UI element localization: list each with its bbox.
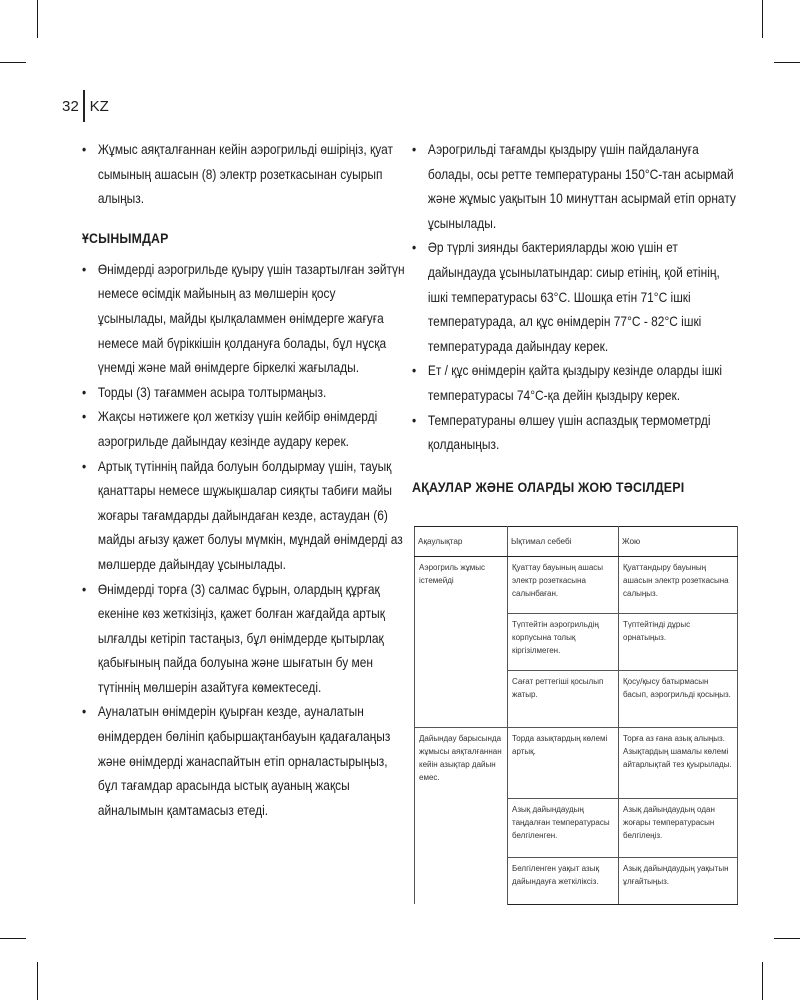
intro-list [82, 138, 392, 212]
fix-cell: Қосу/қысу батырмасын басып, аэрогрильді қосыңыз. [619, 670, 738, 727]
list-item: • Ет / құс өнімдерін қайта қыздыру кезінде оларды ішкі температурасы 74°С-қа дейін қыздыру керек. [412, 359, 736, 408]
list-item: • Өнімдерді аэрогрильде қуыру үшін тазартылған зәйтүн немесе өсімдік майының аз мөлшерін қосу ұсынылады, майды қылқаламмен өнімдерге жағуға немесе май бүріккішін қолдануға болады, бұл нұсқа үнемді және май өнімдерге біркелкі жағылады. [82, 258, 406, 381]
list-item: • Әр түрлі зиянды бактерияларды жою үшін ет дайындауда ұсынылатындар: сиыр етінің, қой етінің, ішкі температурасы 63°С. Шошқа етін 71°С ішкі температурада, ал құс өнімдерін 77°С - 82°С ішкі температурада дайындау керек. [412, 236, 736, 359]
troubleshooting-table [414, 526, 738, 905]
page-header [62, 90, 109, 122]
problem-cell: Аэрогриль жұмыс істемейді [415, 556, 508, 727]
column-header: Ақаулықтар [415, 526, 508, 556]
list-item: • Өнімдерді торға (3) салмас бұрын, олардың құрғақ екеніне көз жеткізіңіз, қажет болған жағдайда артық ылғалды кетіріп тастаңыз, бұл өнімдерде қытырлақ қабығының пайда болуына және шығатын бу мен түтіннің мөлшерін азайтуға көмектеседі. [82, 578, 406, 701]
recommendations-heading: ҰСЫНЫМДАР [82, 229, 169, 246]
crop-mark [0, 938, 26, 939]
recommendations-list [82, 258, 405, 824]
header-divider [83, 90, 85, 122]
right-column [412, 138, 736, 905]
fix-cell: Торға аз ғана азық алыңыз. Азықтардың шамалы көлемі айтарлықтай тез қуырылады. [619, 727, 738, 798]
cause-cell: Қуаттау бауының ашасы электр розеткасына салынбаған. [508, 556, 619, 613]
table-row [415, 556, 738, 613]
cause-cell: Азық дайындаудың таңдалған температурасы белгіленген. [508, 798, 619, 857]
list-item: • Торды (3) тағаммен асыра толтырмаңыз. [82, 381, 406, 406]
page-number: 32 [62, 97, 80, 115]
fix-cell: Азық дайындаудың уақытын ұлғайтыңыз. [619, 857, 738, 904]
tips-list [412, 138, 736, 458]
list-item: • Артық түтіннің пайда болуын болдырмау үшін, тауық қанаттары немесе шұжықшалар сияқты табиғи майы жоғары тағамдарды дайындаған кезде, астаудан (6) майды ағызу қажет болуы мүмкін, мұндай өнімдерді аз мөлшерде дайындау ұсынылады. [82, 455, 406, 578]
cause-cell: Түптейтін аэрогрильдің корпусына толық кіргізілмеген. [508, 613, 619, 670]
crop-mark [37, 0, 38, 38]
list-item: • Аэрогрильді тағамды қыздыру үшін пайдалануға болады, осы ретте температураны 150°С-тан асырмай және жұмыс уақытын 10 минуттан асырмай етіп орнату ұсынылады. [412, 138, 736, 236]
column-header: Жою [619, 526, 738, 556]
crop-mark [774, 62, 800, 63]
list-item: • Жақсы нәтижеге қол жеткізу үшін кейбір өнімдерді аэрогрильде дайындау кезінде аудару керек. [82, 405, 406, 454]
crop-mark [774, 938, 800, 939]
fix-cell: Қуаттандыру бауының ашасын электр розеткасына салыңыз. [619, 556, 738, 613]
language-code: KZ [89, 97, 109, 115]
column-header: Ықтимал себебі [508, 526, 619, 556]
list-item: • Жұмыс аяқталғаннан кейін аэрогрильді өшіріңіз, қуат сымының ашасын (8) электр розеткасынан суырып алыңыз. [82, 138, 406, 212]
crop-mark [762, 962, 763, 1000]
left-column [82, 138, 405, 823]
table-header-row [415, 526, 738, 556]
cause-cell: Сағат реттегіші қосылып жатыр. [508, 670, 619, 727]
fix-cell: Азық дайындаудың одан жоғары температурасын белгілеңіз. [619, 798, 738, 857]
problem-cell: Дайындау барысында жұмысы аяқталғаннан кейін азықтар дайын емес. [415, 727, 508, 904]
fix-cell: Түптейтінді дұрыс орнатыңыз. [619, 613, 738, 670]
troubleshooting-heading: АҚАУЛАР ЖӘНЕ ОЛАРДЫ ЖОЮ ТӘСІЛДЕРІ [412, 479, 685, 496]
list-item: • Ауналатын өнімдерін қуырған кезде, ауналатын өнімдерден бөлініп қабыршақтанбауын қадағалаңыз және өнімдерді жанаспайтын етіп орналастырыңыз, бұл тағамдар арасында ыстық ауаның жақсы айналымын қамтамасыз етеді. [82, 700, 406, 823]
crop-mark [37, 962, 38, 1000]
cause-cell: Торда азықтардың көлемі артық. [508, 727, 619, 798]
table-row [415, 727, 738, 798]
crop-mark [762, 0, 763, 38]
list-item: • Температураны өлшеу үшін аспаздық термометрді қолданыңыз. [412, 409, 736, 458]
cause-cell: Белгіленген уақыт азық дайындауға жеткіліксіз. [508, 857, 619, 904]
crop-mark [0, 62, 26, 63]
